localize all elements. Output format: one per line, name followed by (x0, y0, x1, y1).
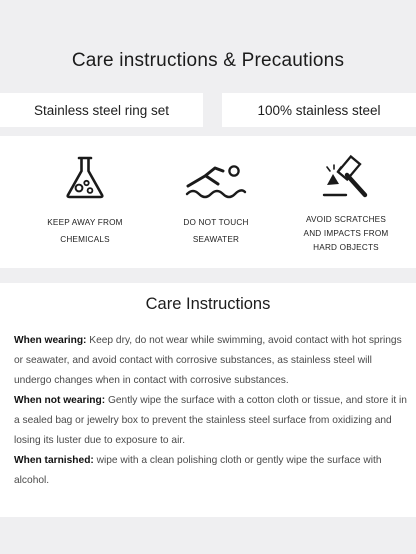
hammer-icon (321, 154, 371, 200)
precaution-impacts (286, 136, 406, 268)
product-name-tag (0, 93, 203, 127)
care-item-label: When not wearing: (14, 395, 106, 406)
care-item-text: Keep dry, do not wear while swimming, avoid contact with hot springs or seawater, and avoid contact with corrosive substances, as stainless steel will undergo changes when in contact with corrosive substances. (14, 335, 402, 386)
precaution-chemicals-line1: KEEP AWAY FROM (47, 218, 123, 227)
precaution-seawater (156, 136, 276, 268)
care-item-wearing (14, 331, 408, 391)
precaution-chemicals-line2: CHEMICALS (60, 235, 110, 244)
care-item-text: wipe with a clean polishing cloth or gently wipe the surface with alcohol. (14, 455, 382, 486)
flask-icon (62, 154, 108, 200)
material-tag (222, 93, 416, 127)
care-instructions-panel (0, 283, 416, 517)
care-instructions-body (14, 331, 408, 491)
precaution-seawater-line1: DO NOT TOUCH (183, 218, 249, 227)
care-item-label: When wearing: (14, 335, 87, 346)
precautions-panel (0, 136, 416, 268)
care-item-text: Gently wipe the surface with a cotton cloth or tissue, and store it in a sealed bag or jewelry box to prevent the stainless steel surface from oxidizing and losing its luster due to exposure to air. (14, 395, 407, 446)
precaution-seawater-line2: SEAWATER (192, 235, 240, 244)
precaution-impacts-line3: HARD OBJECTS (313, 243, 379, 252)
product-name-label: Stainless steel ring set (33, 102, 170, 118)
precaution-chemicals (25, 136, 145, 268)
care-item-not-wearing (14, 391, 408, 451)
material-label: 100% stainless steel (257, 102, 381, 118)
precaution-impacts-line1: AVOID SCRATCHES (305, 215, 387, 224)
care-item-label: When tarnished: (14, 455, 94, 466)
care-instructions-title: Care Instructions (145, 295, 271, 313)
page-title: Care instructions & Precautions (71, 50, 345, 71)
precaution-impacts-line2: AND IMPACTS FROM (303, 229, 389, 238)
care-item-tarnished (14, 451, 408, 491)
swimmer-icon (184, 162, 248, 202)
